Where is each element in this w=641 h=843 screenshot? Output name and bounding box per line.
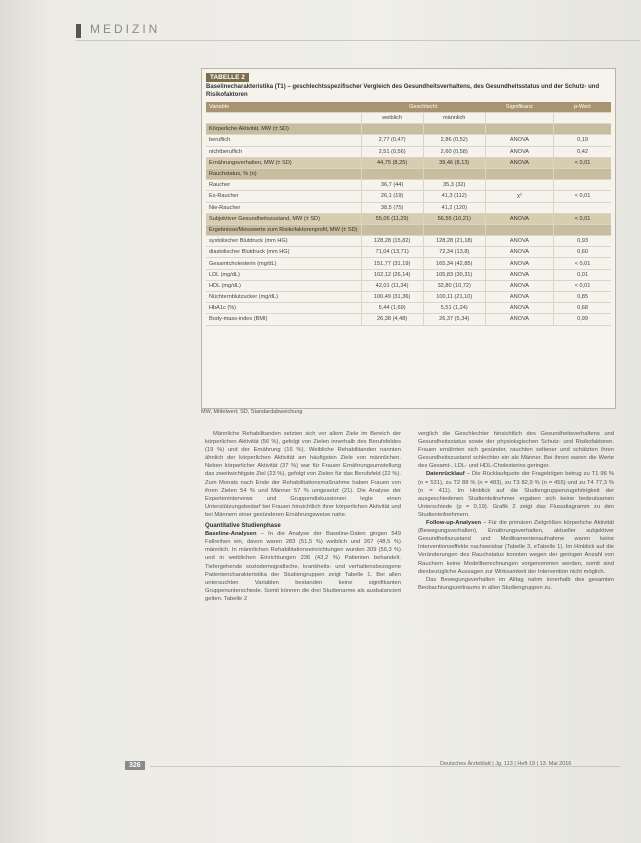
table-cell: 0,93	[554, 236, 611, 247]
table-cell: diastolischer Blutdruck (mm HG)	[206, 247, 361, 258]
table-header-row	[206, 102, 611, 113]
table-cell: 0,68	[554, 303, 611, 314]
table-cell: χ²	[485, 191, 553, 202]
table-cell: 35,3 (32)	[423, 180, 485, 191]
subcol-female: weiblich	[361, 113, 423, 124]
table-row	[206, 168, 611, 179]
text-column-right	[418, 430, 614, 592]
table-cell: 5,44 (1,69)	[361, 303, 423, 314]
table-cell	[485, 124, 553, 135]
table-cell: 0,19	[554, 135, 611, 146]
table-row	[206, 292, 611, 303]
table-cell	[423, 124, 485, 135]
paragraph: – Die Rücklaufquote der Fragebögen betrug zu T1 96 % (n = 531), zu T2 88 % (n = 483), zu T3 82,9 % (n = 455) und zu T4 77,3 % (n = 411). Im Hinblick auf die Studiengruppenzugehörigkeit der ausgeschiedenen Studienteilnehmer ergaben sich keine bedeutsamen Unterschiede (p = 0,19). Grafik 2 zeigt das Flussdiagramm zu den Studienteilnehmern.	[418, 471, 614, 518]
table-cell	[485, 180, 553, 191]
paragraph: verglich die Geschlechter hinsichtlich des Gesundheitsverhaltens und Gesundheitsstatus sowie der physiologischen Schutz- und Risikofaktoren. Frauen ernährten sich gesünder, rauchten seltener und schätzten ihren Gesundheitszustand schlechter ein als Männer. Bei ihnen waren die Werte des Gesamt-, LDL- und HDL-Cholesterins geringer.	[418, 431, 614, 470]
run-in-heading: Baseline-Analysen	[205, 531, 257, 538]
paragraph: – In die Analyse der Baseline-Daten gingen 549 Fallreihen ein, davon waren 283 (51,5 %) weiblich und 267 (48,5 %) männlich. In männlichen Rehabilitationseinrichtungen wurden 309 (56,3 %) und in weiblichen Einrichtungen 236 (43,2 %) Patienten behandelt. Tiefergehende soziodemografische, krankheits- und verhaltensbezogene Patientencharakteristika der Studiengruppen zeigt Tabelle 1. Bei allen untersuchten Variablen bestanden keine signifikanten Gruppenunterschiede. Somit können die drei Studienarme als ausbalanciert gelten. Tabelle 2	[205, 531, 401, 602]
table-cell: Body-mass-index (BMI)	[206, 314, 361, 325]
table-cell: 39,46 (8,13)	[423, 157, 485, 168]
table-cell: 2,60 (0,58)	[423, 146, 485, 157]
table-cell: 2,77 (0,47)	[361, 135, 423, 146]
table-cell: ANOVA	[485, 247, 553, 258]
table-cell: ANOVA	[485, 213, 553, 224]
table-cell: 165,34 (42,85)	[423, 258, 485, 269]
table-cell: 102,12 (26,14)	[361, 269, 423, 280]
table-cell: 26,37 (5,34)	[423, 314, 485, 325]
paragraph: – Für die primären Zielgrößen körperliche Aktivität (Bewegungsverhalten), Ernährungsverhalten, aktueller subjektiver Gesundheitszustand und Medikamentenaufnahme waren keine Interventionseffekte nachweisbar (Tabelle 3, eTabelle 1). Im Hinblick auf die Veränderungen des Rauchstatus konnten wegen der geringen Anzahl von Rauchern keine Modellberechnungen vorgenommen werden, somit sind diesbezügliche Aussagen zur Wirksamkeit der Intervention nicht möglich.	[418, 520, 614, 575]
table-cell: ANOVA	[485, 303, 553, 314]
table-cell: 0,99	[554, 314, 611, 325]
table-cell	[554, 168, 611, 179]
table-cell: 36,7 (44)	[361, 180, 423, 191]
table-cell: ANOVA	[485, 135, 553, 146]
table-cell: ANOVA	[485, 146, 553, 157]
table-cell: 128,28 (21,18)	[423, 236, 485, 247]
col-header-pvalue: p-Wert	[554, 102, 611, 113]
journal-citation: Deutsches Ärzteblatt | Jg. 113 | Heft 19 | 13. Mai 2016	[440, 761, 572, 767]
table-cell: < 0,01	[554, 258, 611, 269]
table-cell: 42,01 (11,34)	[361, 280, 423, 291]
table-cell: Ex-Raucher	[206, 191, 361, 202]
table-cell: 100,11 (21,10)	[423, 292, 485, 303]
table-row	[206, 303, 611, 314]
table-cell: 151,77 (31,19)	[361, 258, 423, 269]
run-in-heading: Datenrücklauf	[426, 471, 465, 478]
table-row	[206, 224, 611, 235]
table-cell: 56,55 (10,21)	[423, 213, 485, 224]
table-row	[206, 146, 611, 157]
table-cell: 72,34 (13,8)	[423, 247, 485, 258]
table-cell: ANOVA	[485, 236, 553, 247]
table-cell: 0,42	[554, 146, 611, 157]
table-cell: 105,83 (30,31)	[423, 269, 485, 280]
table-row	[206, 135, 611, 146]
table-2	[201, 68, 616, 409]
table-cell: Subjektiver Gesundheitszustand, MW (± SD)	[206, 213, 361, 224]
table-row	[206, 314, 611, 325]
table-cell: ANOVA	[485, 280, 553, 291]
table-cell	[554, 224, 611, 235]
table-cell: 100,49 (31,36)	[361, 292, 423, 303]
table-row	[206, 247, 611, 258]
table-cell: 71,04 (13,71)	[361, 247, 423, 258]
table-cell: ANOVA	[485, 157, 553, 168]
table-cell	[554, 202, 611, 213]
table-cell: < 0,01	[554, 157, 611, 168]
table-cell: < 0,01	[554, 213, 611, 224]
table-cell: Körperliche Aktivität, MW (± SD)	[206, 124, 361, 135]
page-number: 326	[125, 761, 145, 770]
table-cell: 5,51 (1,24)	[423, 303, 485, 314]
table-cell: < 0,01	[554, 191, 611, 202]
table-cell: systolischer Blutdruck (mm HG)	[206, 236, 361, 247]
table-cell: 0,60	[554, 247, 611, 258]
section-marker	[76, 24, 81, 38]
col-header-sex: Geschlecht	[361, 102, 485, 113]
table-row	[206, 269, 611, 280]
table-row	[206, 191, 611, 202]
table-cell	[485, 168, 553, 179]
table-cell: Rauchstatus, % (n)	[206, 168, 361, 179]
table-cell: 41,2 (120)	[423, 202, 485, 213]
table-row	[206, 236, 611, 247]
paragraph: Das Bewegungsverhalten im Alltag nahm innerhalb des gesamten Beobachtungszeitraums in allen Studiengruppen zu.	[418, 576, 614, 591]
col-header-variable: Variable	[206, 102, 361, 113]
table-cell: HDL (mg/dL)	[206, 280, 361, 291]
table-cell	[423, 224, 485, 235]
table-cell: Raucher	[206, 180, 361, 191]
table-cell: beruflich	[206, 135, 361, 146]
table-row	[206, 202, 611, 213]
table-cell: Nüchternblutzucker (mg/dL)	[206, 292, 361, 303]
table-cell: < 0,01	[554, 280, 611, 291]
header-rule	[76, 40, 640, 41]
table-cell: 0,01	[554, 269, 611, 280]
table-cell: nichtberuflich	[206, 146, 361, 157]
run-in-heading: Follow-up-Analysen	[426, 520, 482, 527]
table-cell	[361, 224, 423, 235]
table-row	[206, 213, 611, 224]
table-cell: 128,28 (15,82)	[361, 236, 423, 247]
col-header-significance: Signifikanz	[485, 102, 553, 113]
table-cell: 2,86 (0,52)	[423, 135, 485, 146]
table-cell: 32,80 (10,72)	[423, 280, 485, 291]
table-cell	[423, 168, 485, 179]
table-cell	[361, 124, 423, 135]
table-footnote: MW, Mittelwert; SD, Standardabweichung	[201, 409, 303, 415]
table-row	[206, 280, 611, 291]
table-caption: Baselinecharakteristika (T1) – geschlechtsspezifischer Vergleich des Gesundheitsverhaltens, des Gesundheitsstatus und der Schutz- und Risikofaktoren	[206, 84, 600, 98]
section-title: MEDIZIN	[90, 22, 161, 36]
table-row	[206, 258, 611, 269]
table-cell: 26,1 (19)	[361, 191, 423, 202]
table-cell: Gesamtcholesterin (mg/dL)	[206, 258, 361, 269]
table-cell: Nie-Raucher	[206, 202, 361, 213]
table-row	[206, 157, 611, 168]
table-subheader-row	[206, 113, 611, 124]
table-cell: Ergebnisse/Messwerte zum Risikofaktorenprofil, MW (± SD)	[206, 224, 361, 235]
text-column-left	[205, 430, 401, 603]
table-cell: 26,38 (4,48)	[361, 314, 423, 325]
table-cell: 41,3 (112)	[423, 191, 485, 202]
table-cell	[361, 168, 423, 179]
table-cell: 38,5 (75)	[361, 202, 423, 213]
table-cell	[554, 180, 611, 191]
table-cell: ANOVA	[485, 258, 553, 269]
table-cell	[485, 224, 553, 235]
table-cell: 2,51 (0,56)	[361, 146, 423, 157]
subsection-heading: Quantitative Studienphase	[205, 523, 281, 530]
data-table	[206, 102, 611, 326]
table-cell: 0,85	[554, 292, 611, 303]
table-cell	[554, 124, 611, 135]
table-cell: ANOVA	[485, 292, 553, 303]
subcol-male: männlich	[423, 113, 485, 124]
table-cell	[485, 202, 553, 213]
table-cell: HbA1c (%)	[206, 303, 361, 314]
table-cell: Ernährungsverhalten, MW (± SD)	[206, 157, 361, 168]
table-cell: 55,05 (11,29)	[361, 213, 423, 224]
table-label: TABELLE 2	[206, 73, 249, 82]
table-cell: ANOVA	[485, 269, 553, 280]
table-cell: ANOVA	[485, 314, 553, 325]
paragraph: Männliche Rehabilitanden setzten sich vor allem Ziele im Bereich der körperlichen Aktivität (56 %), gefolgt von Zielen innerhalb des Berufsfeldes (19 %) und der Ernährung (16 %). Weibliche Rehabilitanden nannten ähnlich der körperlichen Aktivität am häufigsten Ziele von männlichen. Neben körperlicher Aktivität (37 %) war für Frauen Ernährungsumstellung das zweitwichtigste Ziel (23 %), gefolgt von Zielen für das Berufsfeld (22 %). Zum Monats nach Ende der Rehabilitationsmaßnahme haben Frauen von ihren Zielen 54 % und Männer 57 % umgesetzt (21). Die Analyse der Expertenintervews und Gruppendiskussionen legte einen Unterstützungsbedarf bei Frauen hinsichtlich ihrer körperlichen Aktivität und bei Männern einer gesünderen Ernährungsweise nahe.	[205, 431, 401, 518]
table-row	[206, 180, 611, 191]
table-row	[206, 124, 611, 135]
table-cell: LDL (mg/dL)	[206, 269, 361, 280]
table-cell: 44,75 (8,25)	[361, 157, 423, 168]
